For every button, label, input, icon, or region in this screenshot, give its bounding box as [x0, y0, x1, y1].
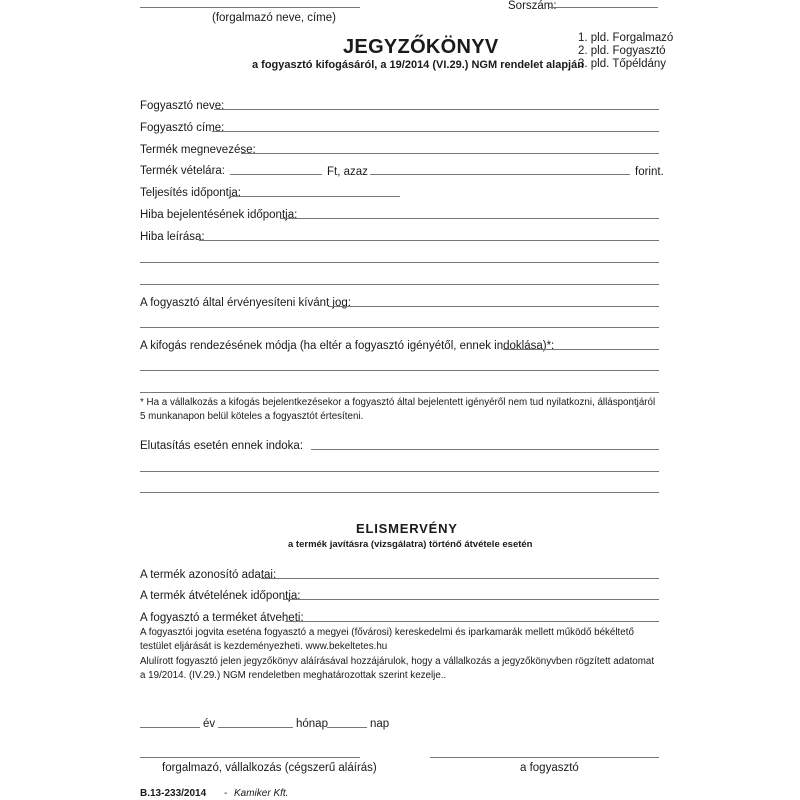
settlement-method-label: A kifogás rendezésének módja (ha eltér a fogyasztó igényétől, ennek indoklása)*:: [140, 340, 555, 352]
settlement-method-line-1[interactable]: [503, 349, 659, 350]
consumer-signature-line[interactable]: [430, 757, 659, 758]
serial-label: Sorszám:: [508, 0, 557, 12]
publisher-name: Kamiker Kft.: [234, 788, 289, 799]
right-claimed-line-2[interactable]: [140, 327, 659, 328]
form-code: B.13-233/2014: [140, 788, 207, 799]
distributor-line[interactable]: [140, 7, 360, 8]
consumer-signature-caption: a fogyasztó: [520, 762, 579, 774]
right-claimed-label: A fogyasztó által érvényesíteni kívánt jog:: [140, 297, 351, 309]
receipt-title: ELISMERVÉNY: [356, 521, 458, 536]
consumer-name-label: Fogyasztó neve:: [140, 100, 225, 112]
month-line[interactable]: [218, 727, 293, 728]
product-name-label: Termék megnevezése:: [140, 144, 256, 156]
purchase-price-label: Termék vételára:: [140, 165, 226, 177]
pickup-date-label: A fogyasztó a terméket átveheti:: [140, 612, 304, 624]
consumer-address-line[interactable]: [212, 131, 659, 132]
defect-description-line-1[interactable]: [199, 240, 659, 241]
performance-date-line[interactable]: [230, 196, 400, 197]
handover-date-line[interactable]: [283, 599, 659, 600]
ft-azaz-text: Ft, azaz: [327, 166, 368, 178]
copy-3: 3. pld. Tőpéldány: [578, 58, 667, 70]
forint-text: forint.: [635, 166, 664, 178]
rejection-reason-line-1[interactable]: [311, 449, 659, 450]
protocol-subtitle: a fogyasztó kifogásáról, a 19/2014 (VI.29.) NGM rendelet alapján: [252, 59, 584, 71]
day-label: nap: [370, 718, 390, 730]
year-label: év: [203, 718, 216, 730]
settlement-method-line-3[interactable]: [140, 392, 659, 393]
purchase-price-line[interactable]: [230, 174, 322, 175]
rejection-reason-line-2[interactable]: [140, 471, 659, 472]
distributor-signature-caption: forgalmazó, vállalkozás (cégszerű aláírás): [162, 762, 377, 774]
defect-description-line-3[interactable]: [140, 284, 659, 285]
defect-description-line-2[interactable]: [140, 262, 659, 263]
price-words-line[interactable]: [370, 174, 630, 175]
protocol-title: JEGYZŐKÖNYV: [343, 36, 499, 58]
year-line[interactable]: [140, 727, 200, 728]
consumer-name-line[interactable]: [214, 109, 659, 110]
product-id-line[interactable]: [261, 578, 659, 579]
notice-dispute: A fogyasztói jogvita eseténa fogyasztó a megyei (fővárosi) kereskedelmi és iparkamarák mellett működő békéltető testület eljárását is kezdeményezheti. www.bekeltetes.hu: [140, 627, 634, 653]
performance-date-label: Teljesítés időpontja:: [140, 187, 242, 199]
month-label: hónap: [296, 718, 328, 730]
serial-line[interactable]: [548, 7, 658, 8]
consumer-address-label: Fogyasztó címe:: [140, 122, 225, 134]
footnote: * Ha a vállalkozás a kifogás bejelentkezésekor a fogyasztó által bejelentett igényéről nem tud nyilatkozni, álláspontjáról 5 munkanapon belül köteles a fogyasztót értesíteni.: [140, 397, 656, 423]
footer-dash: -: [224, 788, 228, 799]
notice-consent: Alulírott fogyasztó jelen jegyzőkönyv aláírásával hozzájárulok, hogy a vállalkozás a jegyzőkönyvben rögzített adatomat a 19/2014. (IV.29.) NGM rendeletben meghatározottak szerint kezelje..: [140, 656, 655, 682]
defect-report-date-line[interactable]: [280, 218, 659, 219]
handover-date-label: A termék átvételének időpontja:: [140, 590, 301, 602]
distributor-caption: (forgalmazó neve, címe): [212, 12, 336, 24]
copy-2: 2. pld. Fogyasztó: [578, 45, 666, 57]
defect-description-label: Hiba leírása:: [140, 231, 205, 243]
defect-report-date-label: Hiba bejelentésének időpontja:: [140, 209, 298, 221]
product-name-line[interactable]: [241, 153, 659, 154]
right-claimed-line-1[interactable]: [328, 306, 659, 307]
rejection-reason-line-3[interactable]: [140, 492, 659, 493]
pickup-date-line[interactable]: [285, 621, 659, 622]
distributor-signature-line[interactable]: [140, 757, 360, 758]
settlement-method-line-2[interactable]: [140, 370, 659, 371]
receipt-subtitle: a termék javításra (vizsgálatra) történő átvétele esetén: [288, 539, 533, 550]
copy-1: 1. pld. Forgalmazó: [578, 32, 674, 44]
product-id-label: A termék azonosító adatai:: [140, 569, 277, 581]
day-line[interactable]: [327, 727, 367, 728]
rejection-reason-label: Elutasítás esetén ennek indoka:: [140, 440, 304, 452]
